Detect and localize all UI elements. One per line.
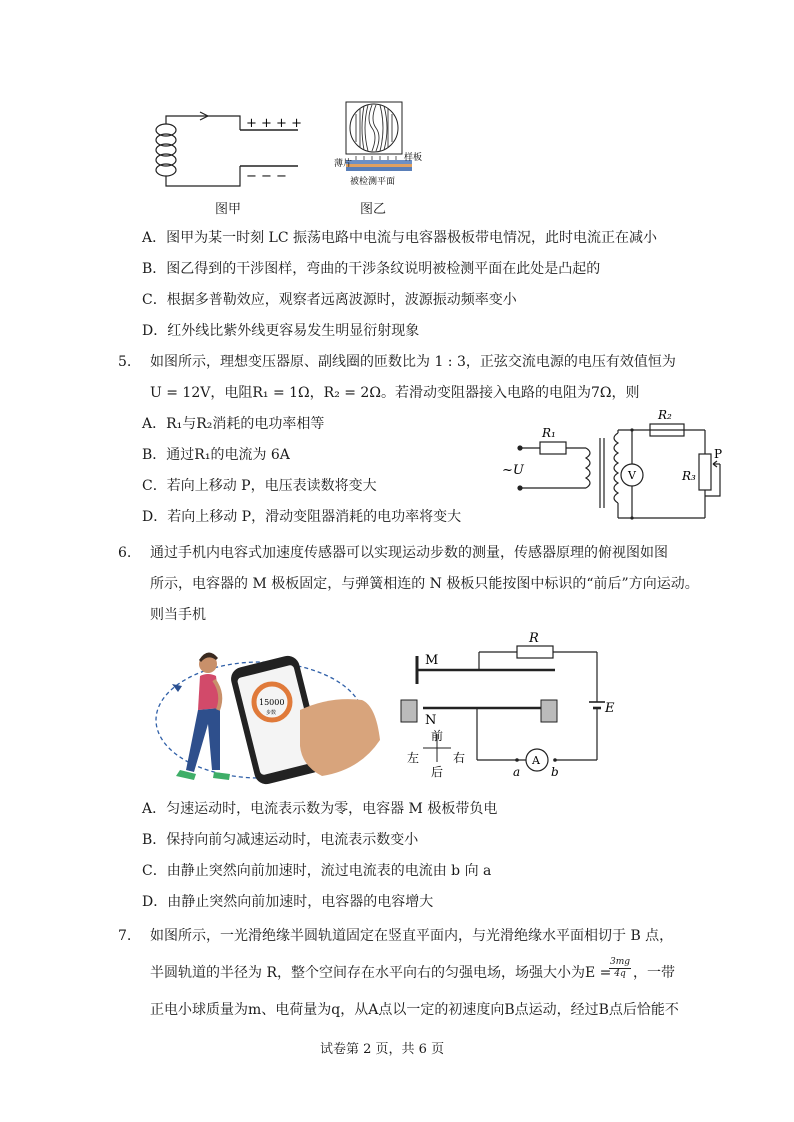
phone-step-unit: 步数 [266, 710, 277, 716]
q5-circuit-figure [500, 408, 740, 524]
plate-m-label: M [425, 653, 439, 668]
phone-step-count: 15000 [259, 698, 285, 707]
q7-fraction-denominator: 4q [614, 969, 626, 979]
q6-number: 6. [118, 545, 132, 561]
q6-stem-line3: 则当手机 [150, 607, 206, 623]
plus-charges: + + + + [246, 116, 302, 131]
q4-option-a: A．图甲为某一时刻 LC 振荡电路中电流与电容器极板带电情况，此时电流正在减小 [142, 230, 658, 246]
plate-n-label: N [425, 713, 437, 728]
ammeter-label: A [532, 754, 540, 767]
r1-label: R₁ [542, 426, 556, 440]
dir-left-label: 左 [407, 751, 420, 765]
q5-option-a: A．R₁与R₂消耗的电功率相等 [142, 416, 325, 432]
slider-p-label: P [714, 447, 723, 461]
node-a-label: a [513, 765, 521, 779]
q7-stem-line3: 正电小球质量为m、电荷量为q，从A点以一定的初速度向B点运动，经过B点后恰能不 [150, 1002, 679, 1018]
q4-option-c: C．根据多普勒效应，观察者远离波源时，波源振动频率变小 [142, 292, 517, 308]
tested-surface-label: 被检测平面 [350, 177, 396, 187]
q6-option-c: C．由静止突然向前加速时，流过电流表的电流由 b 向 a [142, 863, 492, 879]
q5-stem-line2: U = 12V，电阻R₁ = 1Ω，R₂ = 2Ω。若滑动变阻器接入电路的电阻为7Ω，则 [150, 385, 640, 401]
minus-charges: − − − [246, 169, 287, 184]
resistor-r-label: R [529, 631, 539, 646]
q5-number: 5. [118, 354, 132, 370]
node-b-label: b [551, 765, 559, 779]
fig-yi-caption: 图乙 [360, 202, 387, 217]
q6-stem-line1: 通过手机内电容式加速度传感器可以实现运动步数的测量，传感器原理的俯视图如图 [150, 545, 668, 561]
figure-jia [148, 100, 308, 200]
q6-option-b: B．保持向前匀减速运动时，电流表示数变小 [142, 832, 419, 848]
r2-label: R₂ [658, 408, 672, 422]
capacitor-sensor-circuit [395, 630, 635, 780]
page-footer: 试卷第 2 页，共 6 页 [320, 1042, 445, 1057]
q7-fraction-numerator: 3mg [609, 957, 631, 967]
r3-label: R₃ [682, 469, 696, 483]
hand [300, 699, 380, 776]
dir-front-label: 前 [431, 729, 444, 743]
q5-option-d: D．若向上移动 P，滑动变阻器消耗的电功率将变大 [142, 509, 462, 525]
sample-plate-label: 样板 [404, 153, 423, 163]
q4-option-d: D．红外线比紫外线更容易发生明显衍射现象 [142, 323, 420, 339]
dir-back-label: 后 [431, 765, 444, 779]
q5-option-b: B．通过R₁的电流为 6A [142, 447, 290, 463]
q4-option-b: B．图乙得到的干涉图样，弯曲的干涉条纹说明被检测平面在此处是凸起的 [142, 261, 601, 277]
walking-person-phone-figure [150, 640, 395, 790]
q6-stem-line2: 所示，电容器的 M 极板固定，与弹簧相连的 N 极板只能按图中标识的“前后”方向运动。 [150, 576, 699, 592]
dir-right-label: 右 [453, 751, 466, 765]
battery-e-label: E [605, 701, 615, 716]
q5-stem-line1: 如图所示，理想变压器原、副线圈的匝数比为 1 : 3，正弦交流电源的电压有效值恒为 [150, 354, 676, 370]
source-u-label: ~U [502, 463, 524, 478]
q7-number: 7. [118, 928, 132, 944]
q7-stem-line2a: 半圆轨道的半径为 R，整个空间存在水平向右的匀强电场，场强大小为E = [150, 965, 612, 981]
q7-stem-line1: 如图所示，一光滑绝缘半圆轨道固定在竖直平面内，与光滑绝缘水平面相切于 B 点， [150, 928, 674, 944]
figure-yi [334, 100, 428, 192]
q5-option-c: C．若向上移动 P，电压表读数将变大 [142, 478, 377, 494]
thin-sheet-label: 薄片 [334, 159, 353, 169]
q6-option-d: D．由静止突然向前加速时，电容器的电容增大 [142, 894, 434, 910]
fig-jia-caption: 图甲 [215, 202, 242, 217]
voltmeter-label: V [628, 469, 636, 482]
q7-fraction [609, 957, 631, 980]
q7-stem-line2b: ，一带 [633, 965, 675, 981]
q6-option-a: A．匀速运动时，电流表示数为零，电容器 M 极板带负电 [142, 801, 498, 817]
